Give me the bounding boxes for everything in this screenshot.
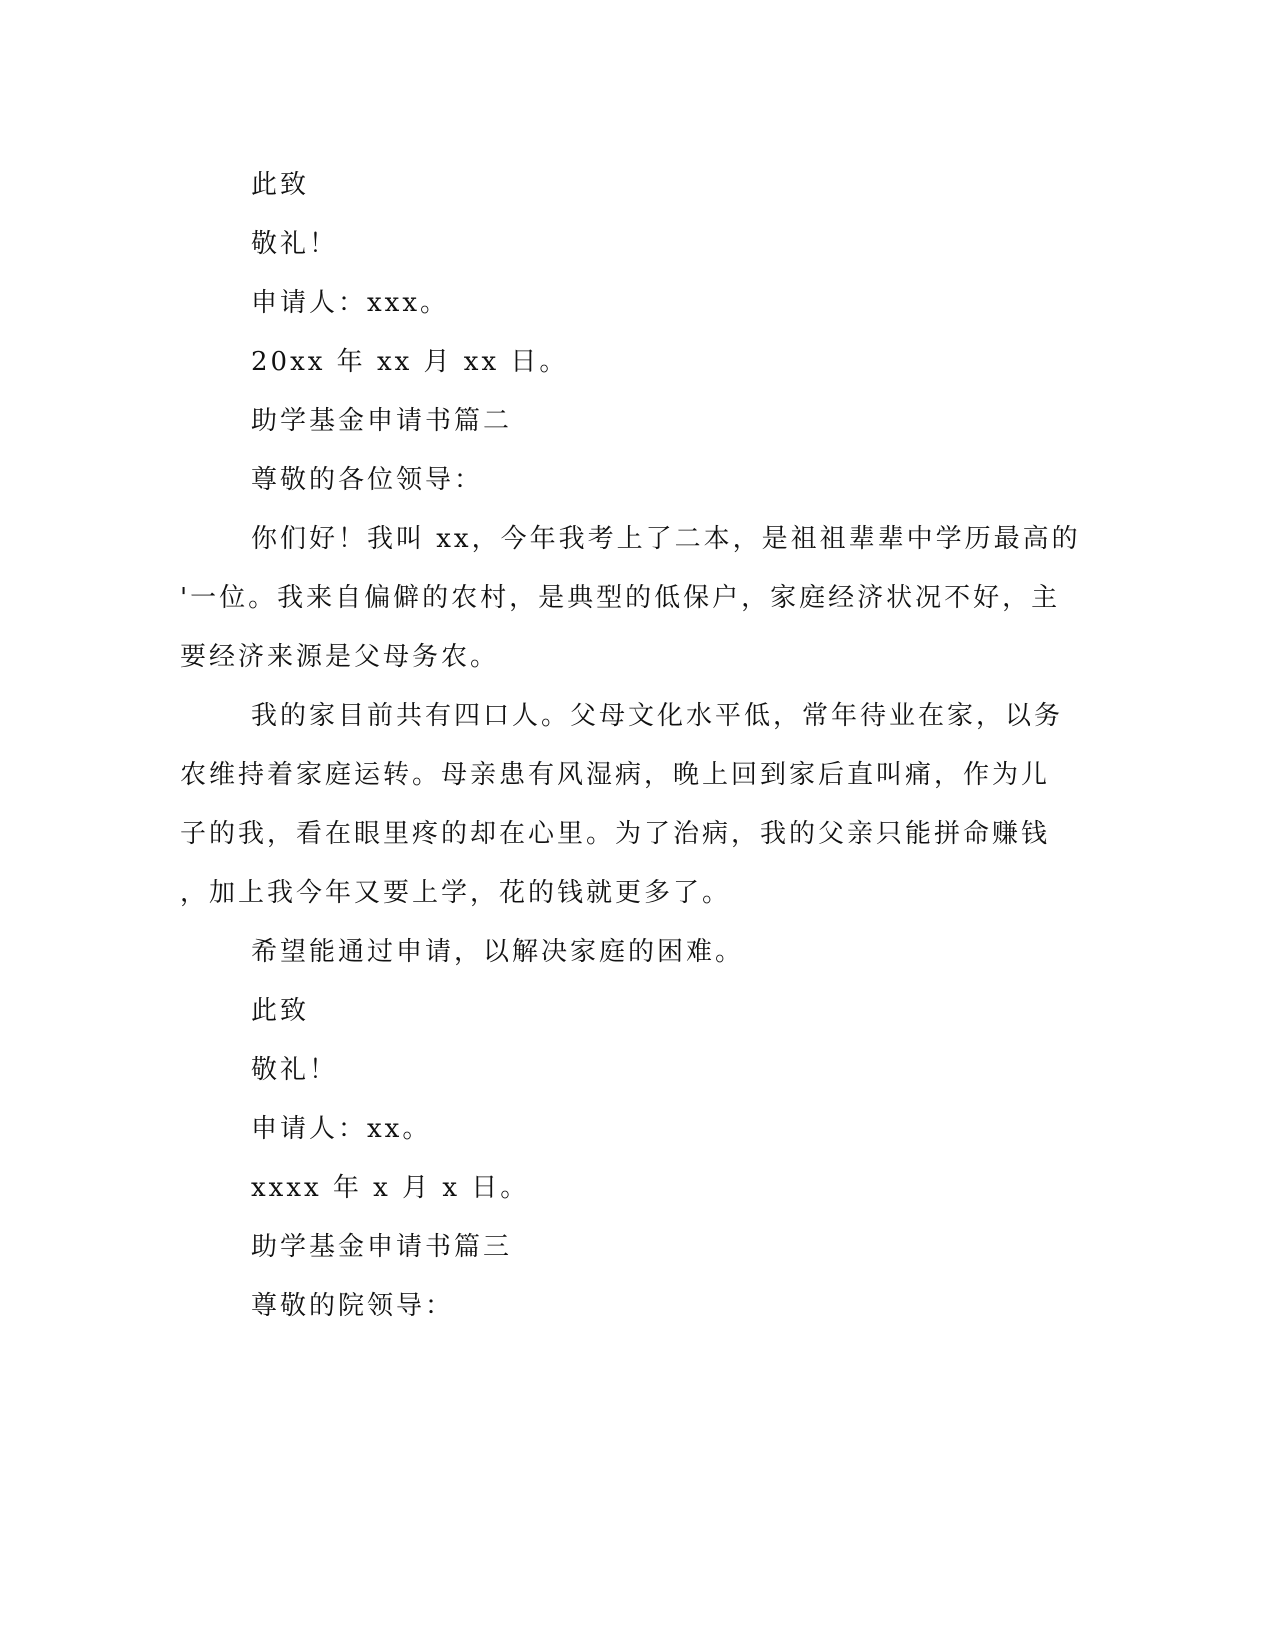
closing-salutation: 此致 [251,996,310,1026]
closing-respect: 敬礼！ [251,229,339,259]
paragraph-line: 希望能通过申请，以解决家庭的困难。 [251,937,745,967]
applicant-signature: 申请人：xxx。 [251,288,449,318]
closing-respect: 敬礼！ [251,1055,339,1085]
greeting: 尊敬的各位领导： [251,465,484,495]
paragraph-line: ，加上我今年又要上学，花的钱就更多了。 [180,878,732,908]
signature-date: 20xx 年 xx 月 xx 日。 [251,347,569,377]
signature-date: xxxx 年 x 月 x 日。 [251,1173,530,1203]
paragraph-line: '一位。我来自偏僻的农村，是典型的低保户，家庭经济状况不好，主 [180,583,1061,613]
greeting: 尊敬的院领导： [251,1291,455,1321]
paragraph-line: 要经济来源是父母务农。 [180,642,500,672]
section-heading-2: 助学基金申请书篇二 [251,406,513,436]
paragraph-line: 农维持着家庭运转。母亲患有风湿病，晚上回到家后直叫痛，作为儿 [180,760,1051,790]
paragraph-line: 子的我，看在眼里疼的却在心里。为了治病，我的父亲只能拼命赚钱 [180,819,1051,849]
closing-salutation: 此致 [251,170,310,200]
document-body [180,156,1081,1336]
paragraph-line: 你们好！我叫 xx，今年我考上了二本，是祖祖辈辈中学历最高的 [251,524,1081,554]
applicant-signature: 申请人：xx。 [251,1114,432,1144]
paragraph-line: 我的家目前共有四口人。父母文化水平低，常年待业在家，以务 [251,701,1064,731]
section-heading-3: 助学基金申请书篇三 [251,1232,513,1262]
